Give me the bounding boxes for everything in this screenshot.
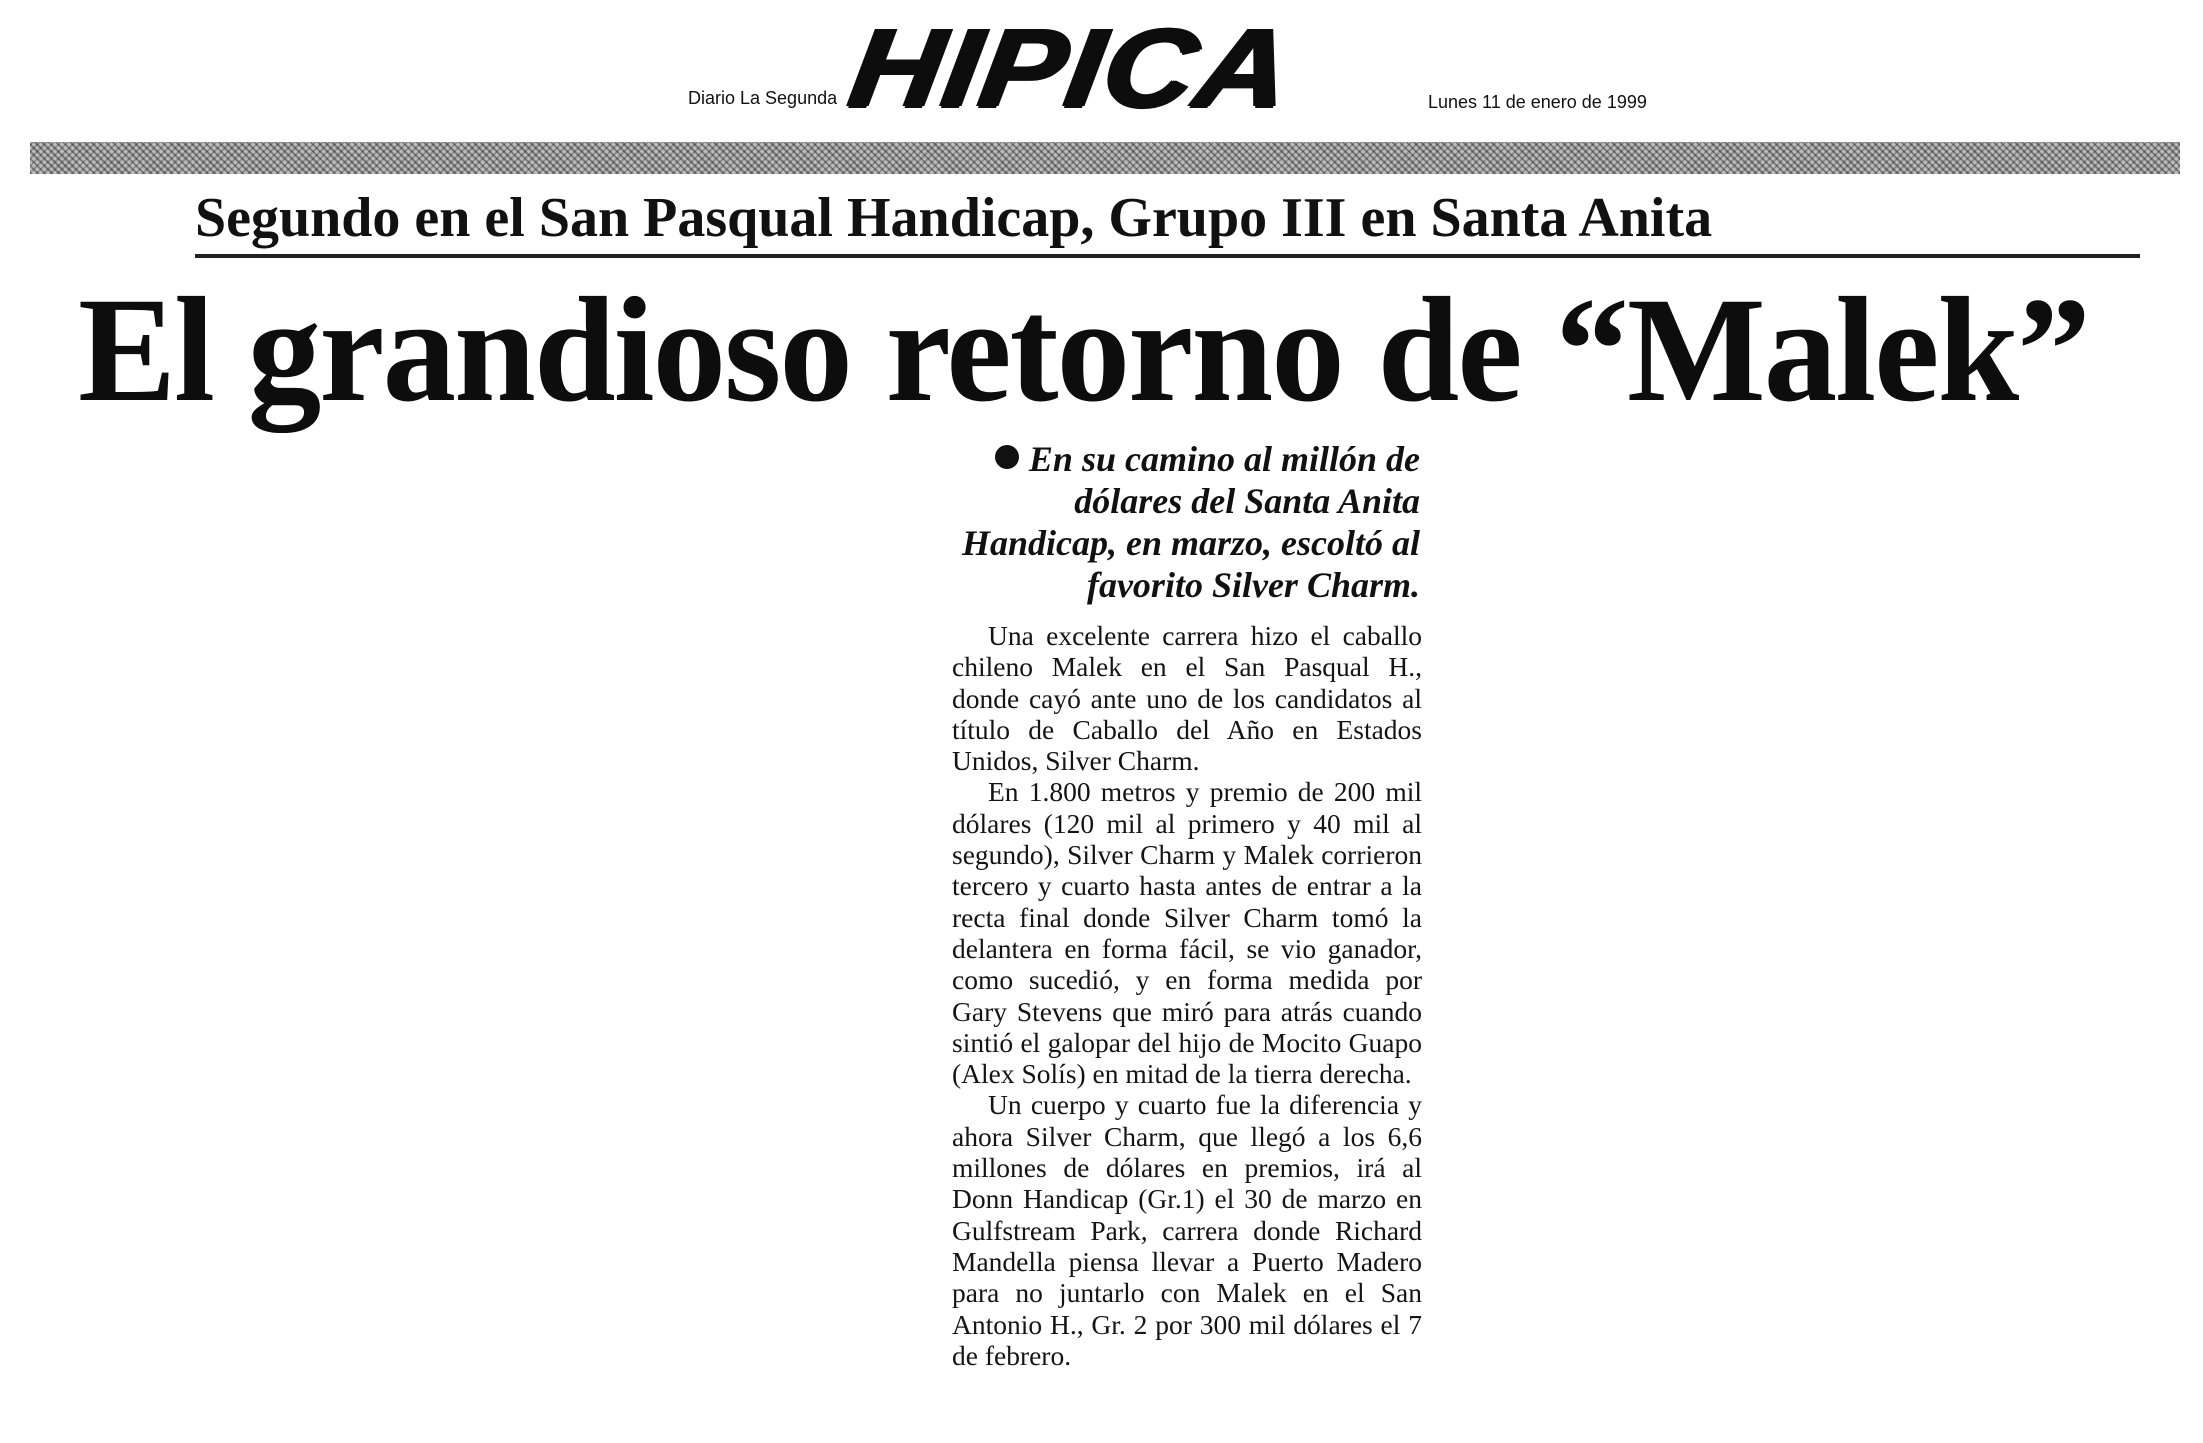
article-kicker: Segundo en el San Pasqual Handicap, Grupo III en Santa Anita — [195, 187, 1713, 249]
body-paragraph: Una excelente carrera hizo el caballo chileno Malek en el San Pasqual H., donde cayó ante uno de los candidatos al título de Caballo del Año en Estados Unidos, Silver Charm. — [952, 620, 1422, 777]
deck-text: En su camino al millón de dólares del Santa Anita Handicap, en marzo, escoltó al favorito Silver Charm. — [962, 439, 1420, 605]
body-paragraph: En 1.800 metros y premio de 200 mil dólares (120 mil al primero y 40 mil al segundo), Silver Charm y Malek corrieron tercero y cuarto hasta antes de entrar a la recta final donde Silver Charm tomó la delantera en forma fácil, se vio ganador, como sucedió, y en forma medida por Gary Stevens que miró para atrás cuando sintió el galopar del hijo de Mocito Guapo (Alex Solís) en mitad de la tierra derecha. — [952, 776, 1422, 1090]
masthead-rule — [30, 142, 2180, 174]
publication-date: Lunes 11 de enero de 1999 — [1428, 92, 1647, 112]
bullet-icon — [995, 445, 1019, 469]
section-logo: HIPICA — [842, 5, 1301, 130]
publication-name: Diario La Segunda — [688, 88, 838, 108]
article-headline: El grandioso retorno de “Malek” — [78, 267, 2089, 433]
body-paragraph: Un cuerpo y cuarto fue la diferencia y ahora Silver Charm, que llegó a los 6,6 millones de dólares en premios, irá al Donn Handicap (Gr.1) el 30 de marzo en Gulfstream Park, carrera donde Richard Mandella piensa llevar a Puerto Madero para no juntarlo con Malek en el San Antonio H., Gr. 2 por 300 mil dólares el 7 de febrero. — [952, 1089, 1422, 1371]
article-deck — [920, 438, 1420, 606]
kicker-underline — [195, 254, 2140, 258]
article-body — [952, 620, 1422, 1371]
